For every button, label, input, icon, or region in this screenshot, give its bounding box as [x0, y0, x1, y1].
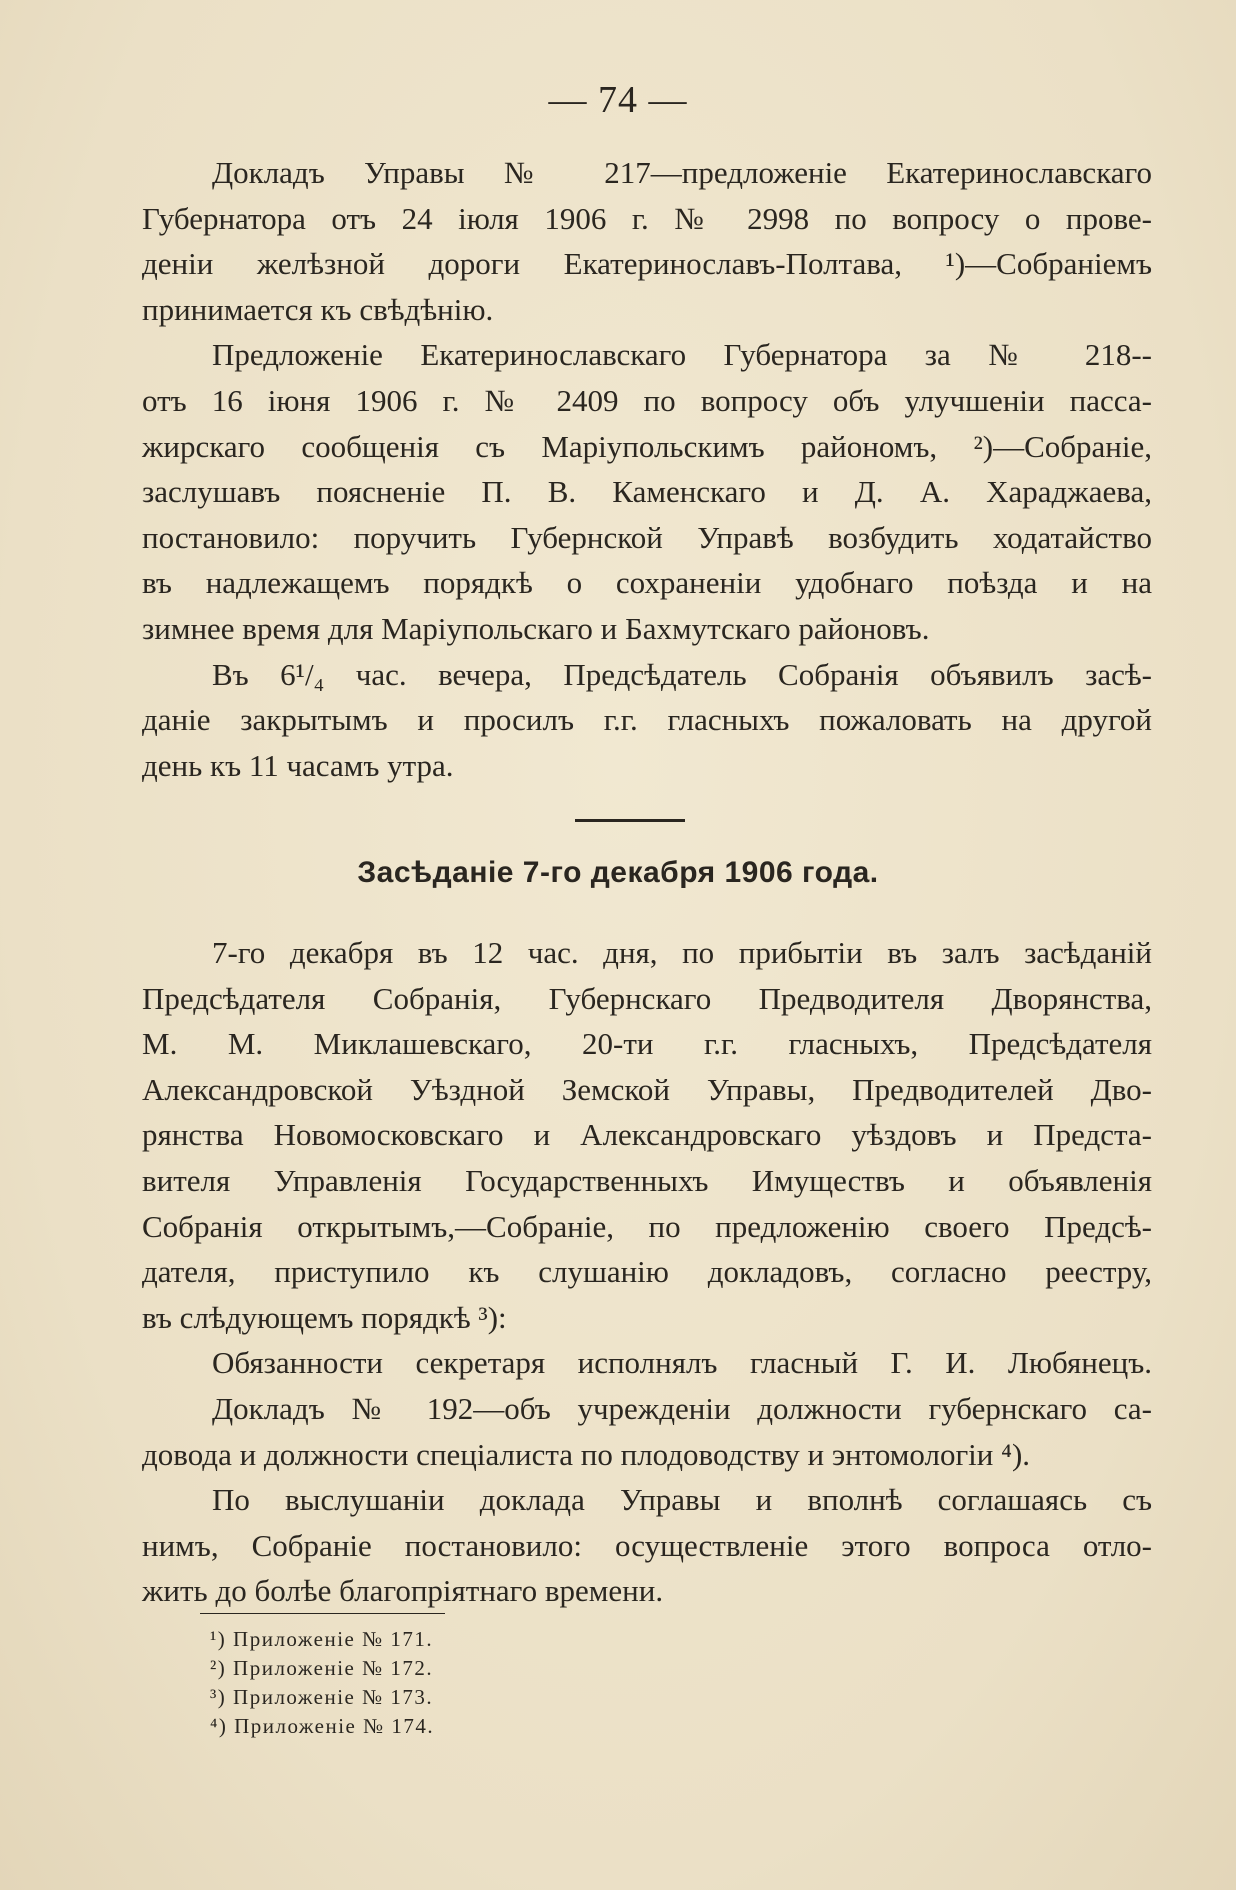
text-line: жирскаго сообщенія съ Маріупольскимъ райономъ, ²)—Собраніе,	[142, 428, 1152, 464]
text-line: дателя, приступило къ слушанію докладовъ, согласно реестру,	[142, 1254, 1152, 1290]
section-divider	[575, 819, 685, 822]
text-line: Собранія открытымъ,—Собраніе, по предложенію своего Предсѣ-	[142, 1208, 1152, 1244]
text-line: постановило: поручить Губернской Управѣ возбудить ходатайство	[142, 519, 1152, 555]
text-line: вителя Управленія Государственныхъ Имуществъ и объявленія	[142, 1162, 1152, 1198]
text-line: зимнее время для Маріупольскаго и Бахмутскаго районовъ.	[142, 610, 930, 646]
section-2-text	[142, 930, 1152, 1614]
text-line: Докладъ № 192—объ учрежденіи должности губернскаго са-	[212, 1390, 1152, 1426]
page-number: — 74 —	[548, 79, 688, 121]
text-line: жить до болѣе благопріятнаго времени.	[142, 1573, 664, 1609]
text-line: 7-го декабря въ 12 час. дня, по прибытіи въ залъ засѣданій	[212, 935, 1152, 970]
section-1-text	[142, 150, 1152, 788]
section-heading: Засѣданіе 7-го декабря 1906 года.	[357, 856, 879, 889]
text-line: день къ 11 часамъ утра.	[142, 747, 454, 783]
text-line: въ надлежащемъ порядкѣ о сохраненіи удобнаго поѣзда и на	[142, 565, 1152, 601]
text-line: Предложеніе Екатеринославскаго Губернатора за № 218--	[212, 337, 1152, 373]
text-line: отъ 16 іюня 1906 г. № 2409 по вопросу объ улучшеніи пасса-	[142, 382, 1152, 418]
text-line: нимъ, Собраніе постановило: осуществленіе этого вопроса отло-	[142, 1527, 1152, 1563]
text-line: заслушавъ поясненіе П. В. Каменскаго и Д. А. Хараджаева,	[142, 474, 1152, 510]
text-line: довода и должности спеціалиста по плодоводству и энтомологіи ⁴).	[142, 1436, 1031, 1472]
text-line: Докладъ Управы № 217—предложеніе Екатеринославскаго	[212, 155, 1152, 190]
footnote: ²) Приложеніе № 172.	[210, 1656, 434, 1680]
footnote: ³) Приложеніе № 173.	[210, 1685, 434, 1709]
text-line: Въ 6¹/₄ час. вечера, Предсѣдатель Собранія объявилъ засѣ-	[212, 656, 1152, 692]
text-line: Предсѣдателя Собранія, Губернскаго Предводителя Дворянства,	[142, 980, 1152, 1016]
text-line: Губернатора отъ 24 іюля 1906 г. № 2998 по вопросу о прове-	[142, 200, 1152, 236]
text-line: даніе закрытымъ и просилъ г.г. гласныхъ пожаловать на другой	[142, 702, 1152, 738]
footnote: ⁴) Приложеніе № 174.	[210, 1714, 435, 1738]
text-line: въ слѣдующемъ порядкѣ ³):	[142, 1299, 507, 1335]
text-line: рянства Новомосковскаго и Александровскаго уѣздовъ и Предста-	[142, 1117, 1152, 1153]
text-line: М. М. Миклашевскаго, 20-ти г.г. гласныхъ, Предсѣдателя	[142, 1026, 1152, 1062]
footnote-divider	[200, 1613, 445, 1614]
text-line: принимается къ свѣдѣнію.	[142, 291, 494, 327]
footnotes	[210, 1625, 434, 1741]
text-line: Александровской Уѣздной Земской Управы, Предводителей Дво-	[142, 1071, 1152, 1107]
text-line: деніи желѣзной дороги Екатеринославъ-Полтава, ¹)—Собраніемъ	[142, 246, 1152, 282]
text-line: Обязанности секретаря исполнялъ гласный Г. И. Любянецъ.	[212, 1345, 1152, 1381]
footnote: ¹) Приложеніе № 171.	[210, 1627, 434, 1651]
text-line: По выслушаніи доклада Управы и вполнѣ соглашаясь съ	[212, 1482, 1152, 1518]
